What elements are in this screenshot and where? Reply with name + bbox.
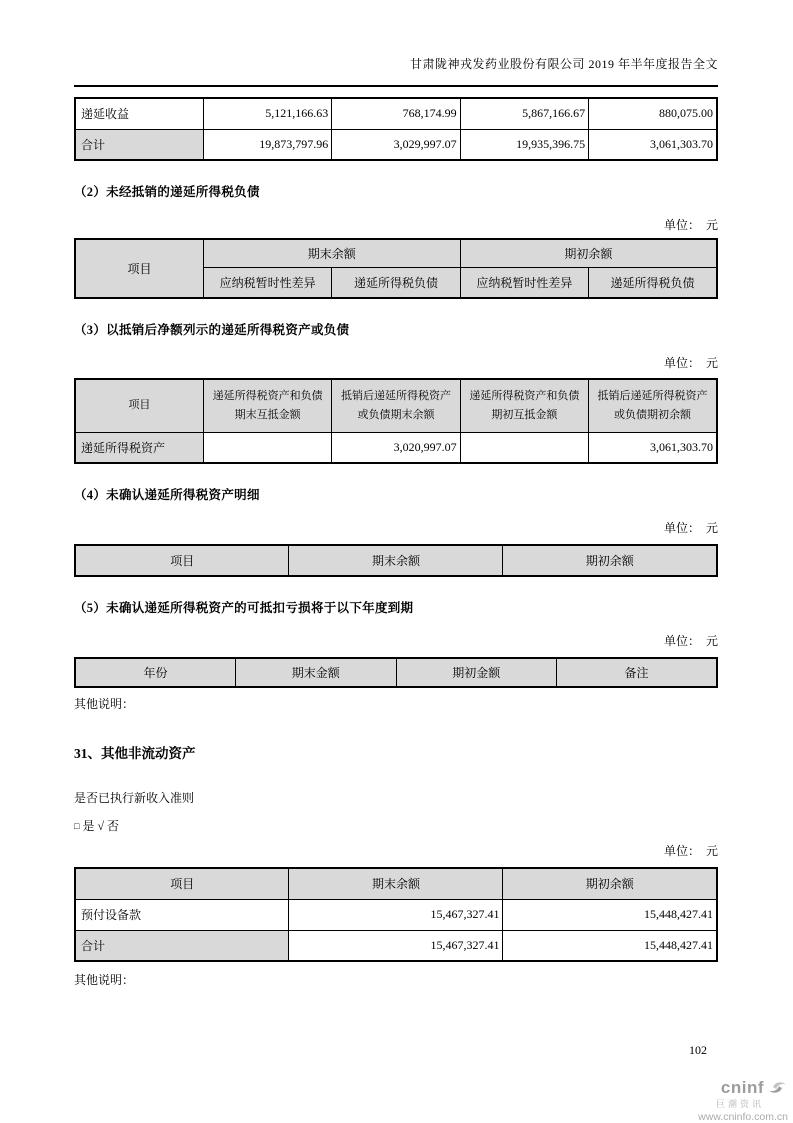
cell-value: 3,020,997.07	[332, 432, 460, 463]
header-line: 期末互抵金额	[234, 408, 301, 421]
row-label-total: 合计	[75, 930, 289, 961]
unrecognized-deferred-tax-table	[74, 544, 718, 577]
col-header-period-end: 期末余额	[289, 868, 503, 899]
col-header-amount-begin: 期初金额	[396, 658, 557, 687]
unit-label: 单位： 元	[663, 634, 718, 648]
cell-value: 3,061,303.70	[589, 129, 717, 160]
header-line: 递延所得税资产和负债	[212, 389, 323, 402]
col-header-year: 年份	[75, 658, 236, 687]
row-label: 递延所得税资产	[75, 432, 203, 463]
deductible-loss-expiry-table	[74, 657, 718, 688]
cell-value: 768,174.99	[332, 98, 460, 129]
header-row	[75, 658, 717, 687]
section4-heading: （4）未确认递延所得税资产明细	[74, 488, 260, 502]
header-line: 或负债期末余额	[357, 408, 435, 421]
cell-value: 5,121,166.63	[203, 98, 331, 129]
header-row	[75, 545, 717, 576]
cninfo-subtitle: 巨潮资讯	[715, 1099, 764, 1109]
cell-value: 15,467,327.41	[289, 899, 503, 930]
header-row	[75, 868, 717, 899]
col-header-period-end: 期末余额	[289, 545, 503, 576]
cninfo-url: www.cninfo.com.cn	[698, 1111, 788, 1123]
other-notes-label: 其他说明：	[74, 973, 135, 987]
col-header-period-end: 期末余额	[203, 239, 460, 267]
unit-label: 单位： 元	[663, 218, 718, 232]
checkbox-icon: □	[74, 821, 80, 831]
col-header-taxable-diff: 应纳税暂时性差异	[460, 267, 588, 298]
col-header-remark: 备注	[557, 658, 718, 687]
net-deferred-tax-table	[74, 378, 718, 464]
col-header-offset-begin	[460, 379, 588, 432]
col-header-offset-end	[203, 379, 331, 432]
table-row	[75, 98, 717, 129]
table-row-total	[75, 930, 717, 961]
cell-value: 15,448,427.41	[503, 899, 717, 930]
header-line: 抵销后递延所得税资产	[597, 389, 708, 402]
unit-label: 单位： 元	[663, 521, 718, 535]
page-number: 102	[689, 1043, 707, 1057]
section2-heading: （2）未经抵销的递延所得税负债	[74, 185, 260, 199]
cell-value: 19,935,396.75	[460, 129, 588, 160]
section5-heading: （5）未确认递延所得税资产的可抵扣亏损将于以下年度到期	[74, 601, 414, 615]
col-header-item: 项目	[75, 868, 289, 899]
cell-value: 3,061,303.70	[589, 432, 717, 463]
cell-value: 5,867,166.67	[460, 98, 588, 129]
deferred-income-table	[74, 97, 718, 161]
section31-heading: 31、其他非流动资产	[74, 746, 196, 761]
yes-no-answer	[74, 817, 718, 834]
header-line: 抵销后递延所得税资产	[340, 389, 451, 402]
header-row	[75, 379, 717, 432]
unit-label: 单位： 元	[663, 356, 718, 370]
col-header-taxable-diff: 应纳税暂时性差异	[203, 267, 331, 298]
cell-value: 19,873,797.96	[203, 129, 331, 160]
col-header-net-begin	[589, 379, 717, 432]
col-header-period-begin: 期初余额	[503, 868, 717, 899]
col-header-period-begin: 期初余额	[460, 239, 717, 267]
row-label-total: 合计	[75, 129, 203, 160]
cell-value: 15,448,427.41	[503, 930, 717, 961]
header-row	[75, 239, 717, 267]
col-header-amount-end: 期末金额	[236, 658, 397, 687]
table-row	[75, 432, 717, 463]
unoffset-deferred-tax-liability-table	[74, 238, 718, 299]
cell-value: 880,075.00	[589, 98, 717, 129]
header-line: 或负债期初余额	[614, 408, 692, 421]
report-header-title: 甘肃陇神戎发药业股份有限公司 2019 年半年度报告全文	[74, 55, 718, 87]
table-row-total	[75, 129, 717, 160]
col-header-item: 项目	[75, 239, 203, 298]
row-label: 预付设备款	[75, 899, 289, 930]
col-header-item: 项目	[75, 545, 289, 576]
header-line: 递延所得税资产和负债	[469, 389, 580, 402]
row-label: 递延收益	[75, 98, 203, 129]
cninfo-swirl-icon	[767, 1077, 788, 1098]
cell-value: 15,467,327.41	[289, 930, 503, 961]
cell-value	[460, 432, 588, 463]
col-header-net-end	[332, 379, 460, 432]
answer-text: 是 √ 否	[79, 819, 120, 833]
unit-label: 单位： 元	[663, 844, 718, 858]
table-row	[75, 899, 717, 930]
cninfo-brand-text: cninf	[720, 1078, 764, 1097]
header-line: 期初互抵金额	[491, 408, 558, 421]
other-notes-label: 其他说明：	[74, 697, 135, 711]
col-header-deferred-liab: 递延所得税负债	[332, 267, 460, 298]
col-header-deferred-liab: 递延所得税负债	[589, 267, 717, 298]
cninfo-logo	[698, 1077, 788, 1123]
new-revenue-standard-question: 是否已执行新收入准则	[74, 791, 195, 805]
other-noncurrent-assets-table	[74, 867, 718, 962]
col-header-period-begin: 期初余额	[503, 545, 717, 576]
section3-heading: （3）以抵销后净额列示的递延所得税资产或负债	[74, 323, 350, 337]
col-header-item: 项目	[75, 379, 203, 432]
cell-value	[203, 432, 331, 463]
cell-value: 3,029,997.07	[332, 129, 460, 160]
